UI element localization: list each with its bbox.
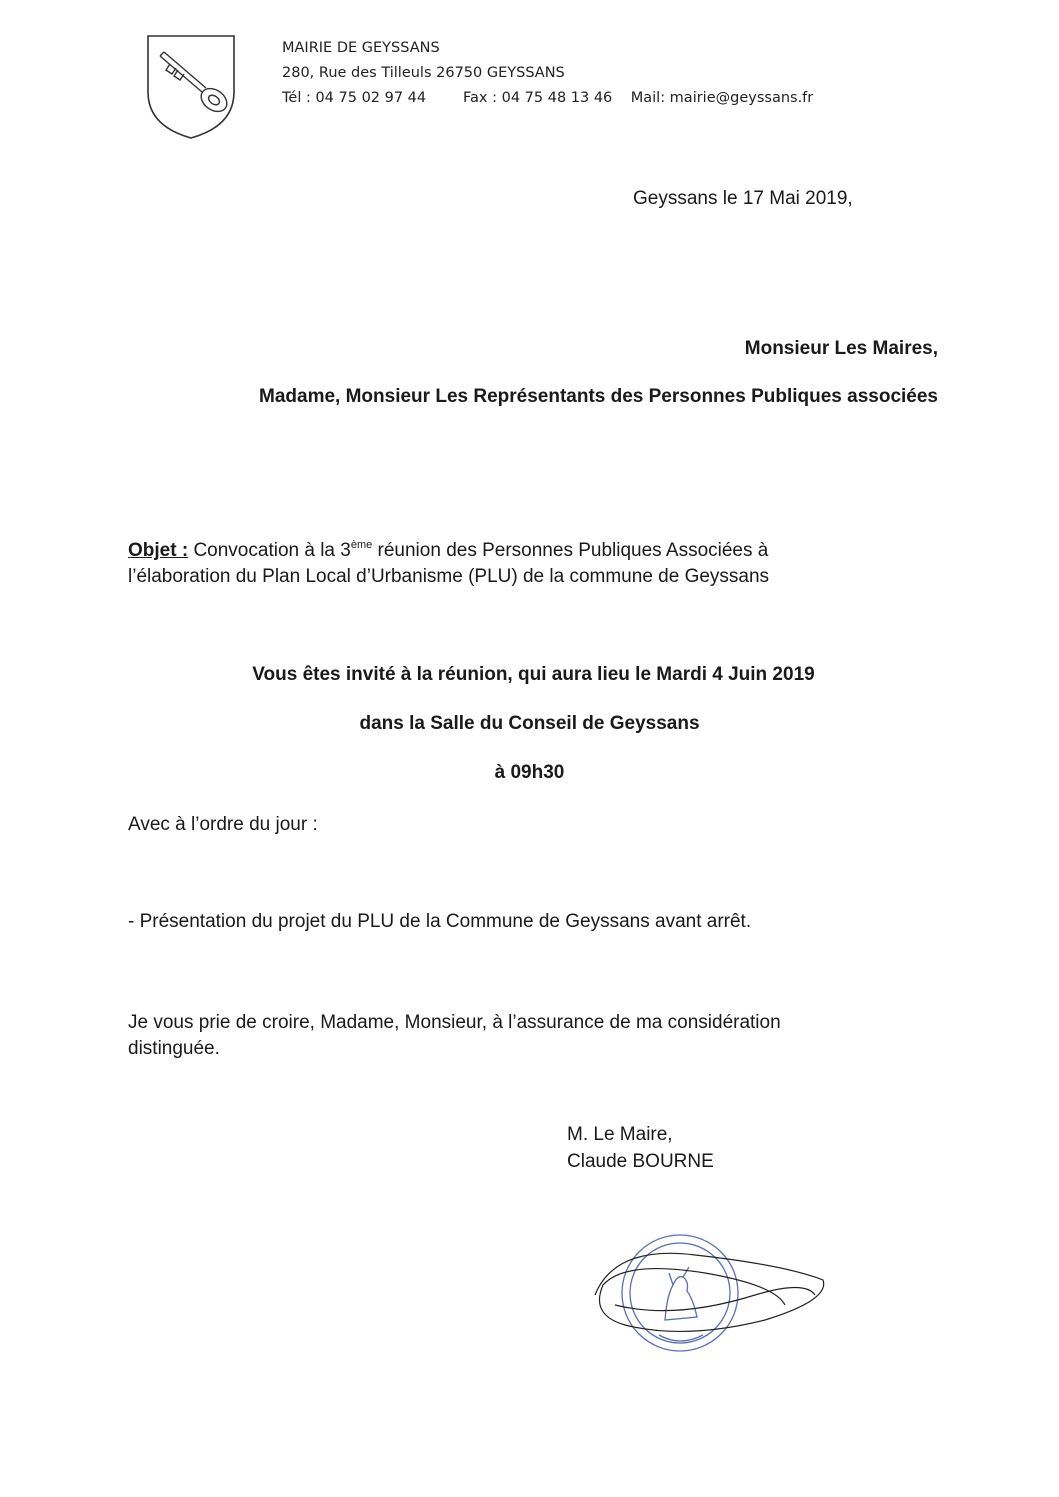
signature-title: M. Le Maire, [567, 1124, 673, 1145]
recipient-line-1: Monsieur Les Maires, [744, 338, 938, 359]
letterhead-name: MAIRIE DE GEYSSANS [282, 40, 440, 56]
signature-name: Claude BOURNE [567, 1151, 714, 1172]
objet-text-after: réunion des Personnes Publiques Associées à [377, 540, 769, 561]
closing-line-2: distinguée. [128, 1038, 220, 1059]
invitation-line-1: Vous êtes invité à la réunion, qui aura lieu le Mardi 4 Juin 2019 [252, 664, 815, 685]
date-line: Geyssans le 17 Mai 2019, [633, 188, 853, 209]
objet-text-before: Convocation à la 3 [193, 540, 351, 561]
closing-paragraph [128, 1010, 888, 1062]
objet-line-2: l’élaboration du Plan Local d’Urbanisme (PLU) de la commune de Geyssans [128, 566, 770, 587]
letterhead-address: 280, Rue des Tilleuls 26750 GEYSSANS [282, 65, 565, 81]
objet-label: Objet : [128, 540, 189, 561]
closing-line-1: Je vous prie de croire, Madame, Monsieur, à l’assurance de ma considération [128, 1012, 781, 1033]
key-shield-crest-icon [142, 30, 240, 142]
invitation-line-2: dans la Salle du Conseil de Geyssans [359, 713, 700, 734]
agenda-item: - Présentation du projet du PLU de la Commune de Geyssans avant arrêt. [128, 911, 752, 932]
objet-paragraph [128, 538, 928, 590]
letterhead-fax: Fax : 04 75 48 13 46 [463, 90, 613, 106]
letterhead-mail: Mail: mairie@geyssans.fr [630, 90, 814, 106]
mairie-stamp-signature [585, 1225, 830, 1360]
letterhead-contact [282, 90, 813, 106]
recipient-line-2: Madame, Monsieur Les Représentants des Personnes Publiques associées [259, 386, 938, 407]
agenda-intro: Avec à l’ordre du jour : [128, 814, 318, 835]
letterhead-tel: Tél : 04 75 02 97 44 [282, 90, 427, 106]
objet-superscript: ème [350, 539, 373, 551]
invitation-line-3: à 09h30 [494, 762, 565, 783]
